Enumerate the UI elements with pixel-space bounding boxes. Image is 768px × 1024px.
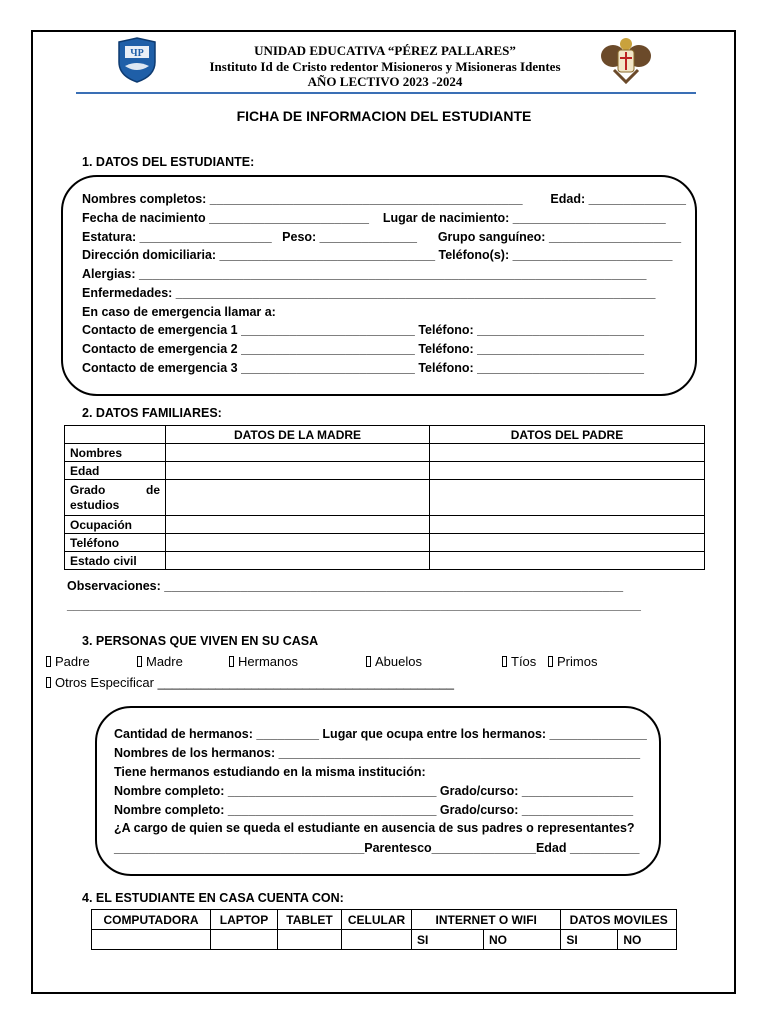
cell-celular[interactable] [342, 930, 412, 950]
field-siblings-count[interactable]: Cantidad de hermanos: _________ Lugar que ocupa entre los hermanos: ______________ [114, 727, 647, 741]
datos-no[interactable]: NO [618, 930, 677, 950]
col-celular: CELULAR [342, 910, 412, 930]
datos-si[interactable]: SI [561, 930, 618, 950]
svg-text:ЧP: ЧP [130, 48, 144, 59]
row-label: Grado de estudios [65, 480, 166, 516]
siblings-same-school-label: Tiene hermanos estudiando en la misma institución: [114, 765, 426, 779]
field-birth[interactable]: Fecha de nacimiento _______________________ Lugar de nacimiento: ______________________ [82, 211, 666, 225]
col-mother: DATOS DE LA MADRE [166, 426, 430, 444]
mother-cell[interactable] [166, 444, 430, 462]
checkbox-icon [137, 656, 142, 667]
option-hermanos[interactable]: Hermanos [229, 654, 298, 669]
option-otros[interactable]: Otros Especificar _________________________________________ [46, 675, 454, 690]
section-3-heading: 3. PERSONAS QUE VIVEN EN SU CASA [82, 634, 319, 648]
col-datos-moviles: DATOS MOVILES [561, 910, 677, 930]
field-address[interactable]: Dirección domiciliaria: _______________________________ Teléfono(s): _______________________ [82, 248, 673, 262]
section-1-heading: 1. DATOS DEL ESTUDIANTE: [82, 155, 255, 169]
table-row [65, 444, 705, 462]
checkbox-icon [46, 677, 51, 688]
cell-computadora[interactable] [92, 930, 211, 950]
mother-cell[interactable] [166, 534, 430, 552]
cell-tablet[interactable] [278, 930, 342, 950]
field-emergency-2[interactable]: Contacto de emergencia 2 _________________________ Teléfono: ________________________ [82, 342, 644, 356]
section-2-heading: 2. DATOS FAMILIARES: [82, 406, 222, 420]
field-caretaker[interactable]: ____________________________________Parentesco_______________Edad __________ [114, 841, 640, 855]
option-tios[interactable]: Tíos [502, 654, 536, 669]
row-label: Estado civil [65, 552, 166, 570]
col-computadora: COMPUTADORA [92, 910, 211, 930]
col-internet: INTERNET O WIFI [412, 910, 561, 930]
col-father: DATOS DEL PADRE [430, 426, 705, 444]
mother-cell[interactable] [166, 516, 430, 534]
col-tablet: TABLET [278, 910, 342, 930]
page-title: FICHA DE INFORMACION DEL ESTUDIANTE [236, 108, 532, 124]
devices-table [91, 909, 677, 950]
field-sibling-2[interactable]: Nombre completo: ______________________________ Grado/curso: ________________ [114, 803, 634, 817]
field-allergies[interactable]: Alergias: _________________________________________________________________________ [82, 267, 647, 281]
father-cell[interactable] [430, 516, 705, 534]
mother-cell[interactable] [166, 552, 430, 570]
field-emergency-3[interactable]: Contacto de emergencia 3 _________________________ Teléfono: ________________________ [82, 361, 644, 375]
option-madre[interactable]: Madre [137, 654, 183, 669]
father-cell[interactable] [430, 462, 705, 480]
checkbox-icon [366, 656, 371, 667]
father-cell[interactable] [430, 444, 705, 462]
observations-field[interactable]: Observaciones: __________________________________________________________________ [67, 579, 624, 593]
checkbox-icon [502, 656, 507, 667]
table-row [65, 534, 705, 552]
family-table [64, 425, 705, 570]
school-year: AÑO LECTIVO 2023 -2024 [307, 74, 463, 89]
header-divider [76, 92, 696, 94]
caretaker-question: ¿A cargo de quien se queda el estudiante en ausencia de sus padres o representantes? [114, 821, 635, 835]
father-cell[interactable] [430, 480, 705, 516]
table-row [65, 516, 705, 534]
observations-line-2[interactable]: ______________________________________________________________________________________ [67, 598, 641, 612]
internet-no[interactable]: NO [484, 930, 561, 950]
row-label: Nombres [65, 444, 166, 462]
emergency-label: En caso de emergencia llamar a: [82, 305, 276, 319]
cell-laptop[interactable] [211, 930, 278, 950]
option-primos[interactable]: Primos [548, 654, 597, 669]
field-diseases[interactable]: Enfermedades: _____________________________________________________________________ [82, 286, 656, 300]
field-full-name[interactable]: Nombres completos: _____________________________________________ Edad: ______________ [82, 192, 686, 206]
father-cell[interactable] [430, 552, 705, 570]
table-row [65, 552, 705, 570]
table-row [65, 480, 705, 516]
option-padre[interactable]: Padre [46, 654, 90, 669]
institute-name: Instituto Id de Cristo redentor Misioneros y Misioneras Identes [209, 59, 561, 74]
school-name: UNIDAD EDUCATIVA “PÉREZ PALLARES” [254, 43, 516, 58]
field-emergency-1[interactable]: Contacto de emergencia 1 _________________________ Teléfono: ________________________ [82, 323, 644, 337]
mother-cell[interactable] [166, 480, 430, 516]
row-label: Teléfono [65, 534, 166, 552]
checkbox-icon [548, 656, 553, 667]
field-siblings-names[interactable]: Nombres de los hermanos: ____________________________________________________ [114, 746, 641, 760]
option-abuelos[interactable]: Abuelos [366, 654, 422, 669]
table-row [65, 462, 705, 480]
col-laptop: LAPTOP [211, 910, 278, 930]
checkbox-icon [229, 656, 234, 667]
row-label: Edad [65, 462, 166, 480]
internet-si[interactable]: SI [412, 930, 484, 950]
field-height-weight[interactable]: Estatura: ___________________ Peso: ______________ Grupo sanguíneo: ___________________ [82, 230, 682, 244]
row-label: Ocupación [65, 516, 166, 534]
father-cell[interactable] [430, 534, 705, 552]
checkbox-icon [46, 656, 51, 667]
field-sibling-1[interactable]: Nombre completo: ______________________________ Grado/curso: ________________ [114, 784, 634, 798]
mother-cell[interactable] [166, 462, 430, 480]
section-4-heading: 4. EL ESTUDIANTE EN CASA CUENTA CON: [82, 891, 344, 905]
